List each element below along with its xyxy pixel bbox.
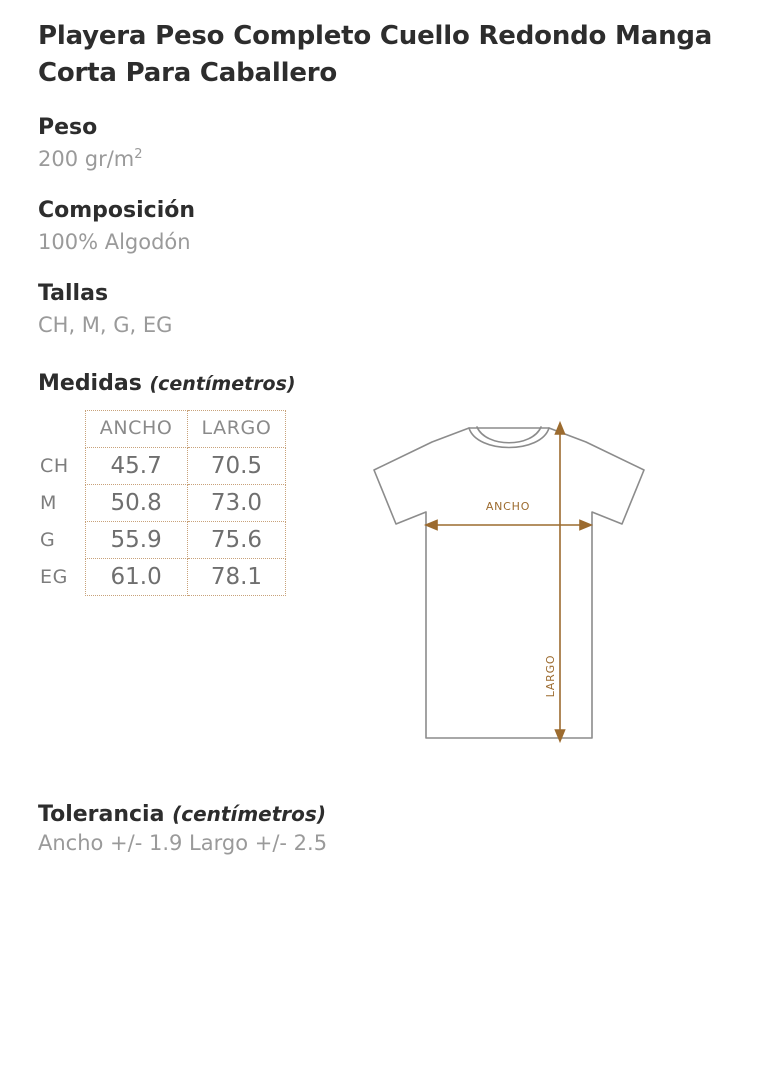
table-corner-cell	[40, 410, 85, 447]
ancho-measure-arrow	[426, 520, 591, 529]
spec-composition-label: Composición	[38, 197, 196, 223]
ancho-measure-label: ANCHO	[486, 499, 531, 513]
spec-weight-value	[38, 144, 729, 174]
measures-heading	[38, 371, 729, 396]
size-table	[40, 410, 286, 596]
tolerance-label-text: Tolerancia	[38, 801, 165, 827]
spec-weight	[38, 114, 729, 175]
cell-ch-largo: 70.5	[187, 447, 286, 484]
column-header-ancho: ANCHO	[85, 410, 187, 447]
cell-eg-largo: 78.1	[187, 558, 286, 595]
spec-weight-label: Peso	[38, 114, 98, 140]
table-row	[40, 447, 286, 484]
tolerance-heading	[38, 802, 729, 827]
spec-sizes-value: CH, M, G, EG	[38, 313, 173, 338]
cell-g-largo: 75.6	[187, 521, 286, 558]
cell-m-ancho: 50.8	[85, 484, 187, 521]
cell-ch-ancho: 45.7	[85, 447, 187, 484]
measures-heading-unit: (centímetros)	[149, 372, 296, 395]
measures-area	[38, 410, 729, 752]
spec-composition	[38, 197, 729, 258]
spec-sizes	[38, 280, 729, 341]
shirt-diagram	[364, 412, 654, 752]
row-header-eg: EG	[40, 565, 68, 588]
row-header-ch: CH	[40, 454, 69, 477]
tolerance-unit: (centímetros)	[172, 801, 326, 826]
spec-sizes-label: Tallas	[38, 280, 109, 306]
row-header-m: M	[40, 491, 57, 514]
spec-weight-number: 200 gr/m	[38, 147, 135, 172]
tolerance-value: Ancho +/- 1.9 Largo +/- 2.5	[38, 830, 328, 855]
page-title: Playera Peso Completo Cuello Redondo Manga Corta Para Caballero	[38, 21, 713, 88]
column-header-largo: LARGO	[187, 410, 286, 447]
row-header-g: G	[40, 528, 56, 551]
largo-measure-label: LARGO	[544, 654, 558, 698]
tshirt-outline-icon	[374, 427, 644, 738]
spec-weight-unit-exponent: 2	[134, 147, 143, 163]
cell-g-ancho: 55.9	[85, 521, 187, 558]
table-row	[40, 521, 286, 558]
spec-composition-value: 100% Algodón	[38, 230, 191, 255]
table-row	[40, 484, 286, 521]
table-header-row	[40, 410, 286, 447]
cell-m-largo: 73.0	[187, 484, 286, 521]
tolerance-block	[38, 802, 729, 855]
table-row	[40, 558, 286, 595]
measures-heading-label: Medidas	[38, 370, 142, 396]
cell-eg-ancho: 61.0	[85, 558, 187, 595]
